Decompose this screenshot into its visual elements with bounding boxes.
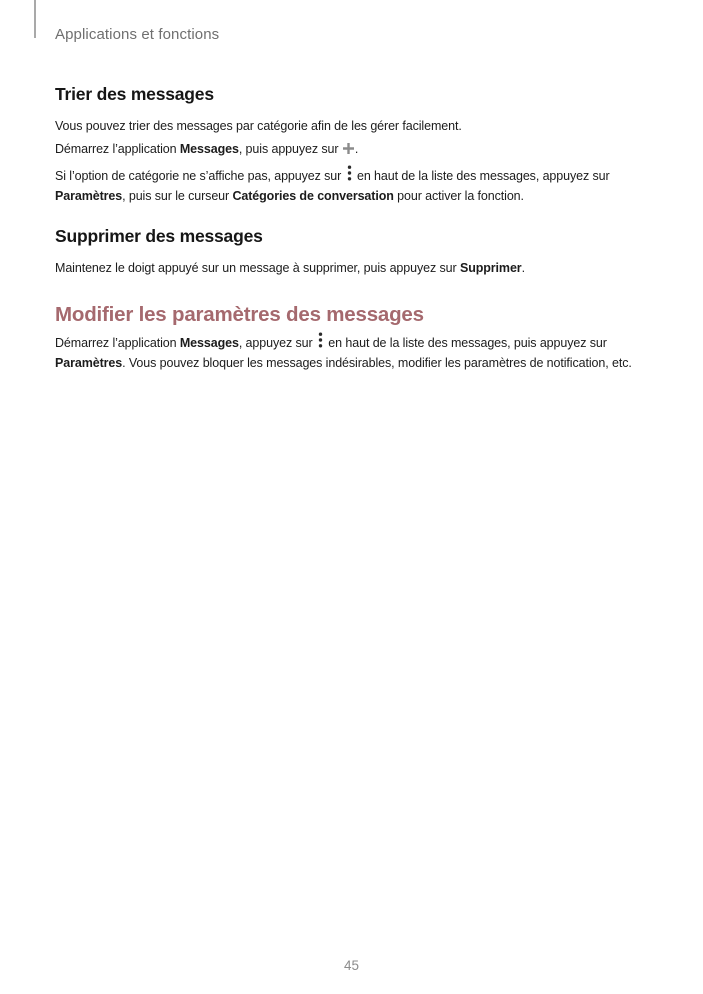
paragraph-trier-2: [55, 140, 667, 161]
body-text: pour activer la fonction.: [393, 189, 524, 203]
vertical-ellipsis-icon: [347, 165, 352, 187]
body-text: en haut de la liste des messages, puis appuyez sur: [324, 336, 607, 350]
chapter-title-modifier-parametres: Modifier les paramètres des messages: [55, 303, 424, 326]
paragraph-modifier-1: [55, 332, 667, 373]
vertical-ellipsis-icon: [318, 332, 323, 354]
page-number: 45: [343, 958, 360, 973]
body-text: Maintenez le doigt appuyé sur un message à supprimer, puis appuyez sur: [55, 261, 460, 275]
section-title-supprimer-des-messages: Supprimer des messages: [55, 226, 263, 246]
page-content: [55, 84, 667, 377]
body-text: .: [521, 261, 525, 275]
body-text: , puis sur le curseur: [122, 189, 233, 203]
header-rule: [34, 0, 36, 38]
body-text: Démarrez l’application: [55, 142, 180, 156]
paragraph-trier-1: [55, 117, 667, 136]
bold-app-name: Messages: [179, 336, 239, 350]
running-header-label: Applications et fonctions: [55, 26, 220, 43]
body-text: Vous pouvez trier des messages par catégorie afin de les gérer facilement.: [55, 119, 462, 133]
body-text: .: [354, 142, 359, 156]
body-text: Si l’option de catégorie ne s’affiche pas, appuyez sur: [55, 169, 345, 183]
plus-icon: [342, 142, 355, 161]
page-footer: [0, 958, 703, 973]
body-text: . Vous pouvez bloquer les messages indésirables, modifier les paramètres de notification, etc.: [122, 356, 632, 370]
running-header: [55, 26, 219, 43]
bold-menu-label: Paramètres: [55, 189, 123, 203]
paragraph-trier-3: [55, 165, 667, 206]
bold-menu-label: Paramètres: [55, 356, 123, 370]
body-text: en haut de la liste des messages, appuyez sur: [353, 169, 610, 183]
bold-app-name: Messages: [179, 142, 239, 156]
bold-toggle-label: Catégories de conversation: [232, 189, 394, 203]
body-text: Démarrez l’application: [55, 336, 180, 350]
bold-button-label: Supprimer: [459, 261, 522, 275]
body-text: , puis appuyez sur: [238, 142, 342, 156]
section-title-trier-des-messages: Trier des messages: [55, 84, 214, 104]
body-text: , appuyez sur: [238, 336, 316, 350]
paragraph-supprimer-1: [55, 259, 667, 278]
